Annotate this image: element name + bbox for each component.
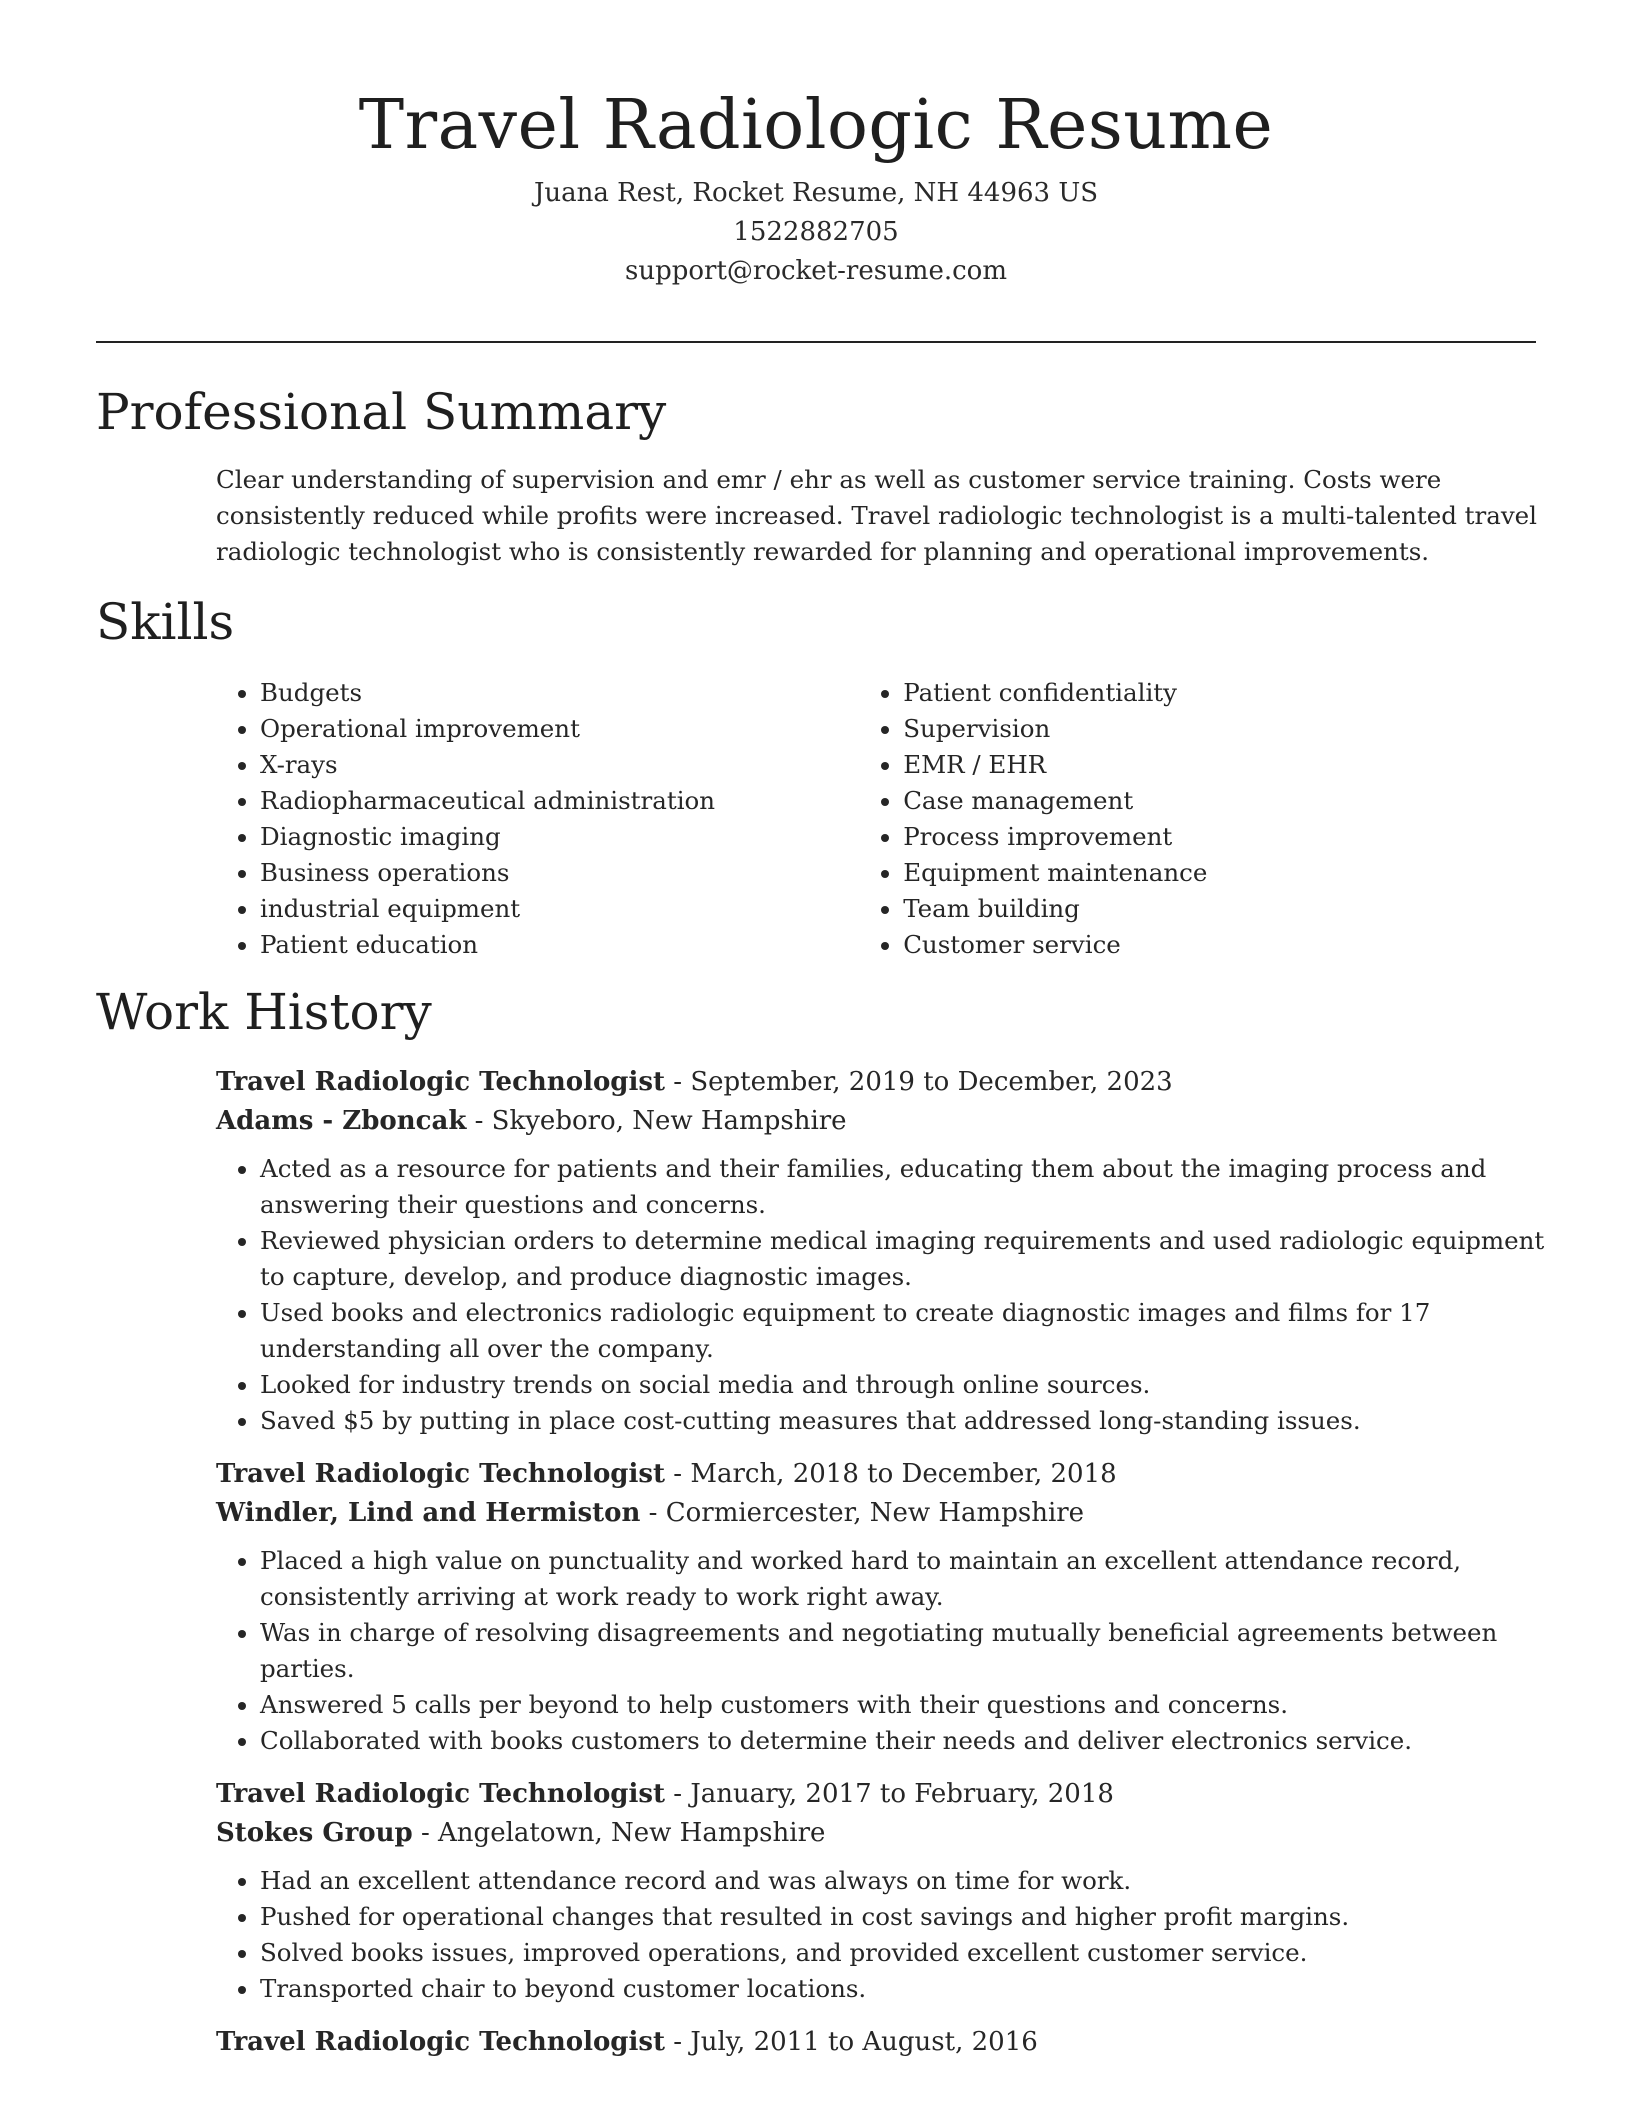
skill-item: • Equipment maintenance [903,855,1536,891]
skill-item: • Customer service [903,927,1536,963]
job-title-line [216,1455,1556,1494]
job-dates: July, 2011 to August, 2016 [690,2027,1038,2057]
skills-column-right [859,675,1536,963]
skill-item: • Process improvement [903,819,1536,855]
job-dates: March, 2018 to December, 2018 [690,1459,1117,1489]
job-company: Stokes Group [216,1818,413,1848]
job-bullets [216,1863,1556,2007]
job-entry [216,1455,1556,1759]
job-location: Angelatown, New Hampshire [438,1818,826,1848]
job-location: Skyeboro, New Hampshire [491,1106,847,1136]
skill-item: • X-rays [260,747,859,783]
job-company-line [216,1494,1556,1533]
job-title: Travel Radiologic Technologist [216,1779,665,1809]
skill-item: • Supervision [903,711,1536,747]
summary-heading: Professional Summary [96,383,667,441]
job-bullet: • Used books and electronics radiologic equipment to create diagnostic images and films for 17 understanding all over the company. [260,1295,1556,1367]
skill-item: • Case management [903,783,1536,819]
header-divider [96,341,1536,343]
resume-title: Travel Radiologic Resume [358,86,1274,165]
job-bullet: • Acted as a resource for patients and their families, educating them about the imaging process and answering their questions and concerns. [260,1151,1556,1223]
job-company: Adams - Zboncak [216,1106,467,1136]
job-separator: - [640,1498,666,1528]
job-title-line [216,1063,1556,1102]
contact-phone: 1522882705 [733,217,899,247]
job-bullet: • Reviewed physician orders to determine medical imaging requirements and used radiologic equipment to capture, develop, and produce diagnostic images. [260,1223,1556,1295]
job-separator: - [412,1818,439,1848]
job-title-line [216,1775,1556,1814]
skill-item: • Operational improvement [260,711,859,747]
work-history-heading: Work History [96,983,432,1041]
work-history-list [216,1063,1556,2078]
job-bullet: • Looked for industry trends on social media and through online sources. [260,1367,1556,1403]
job-company-line [216,1102,1556,1141]
summary-text: Clear understanding of supervision and emr / ehr as well as customer service training. Costs were consistently reduced while profits were increased. Travel radiologic technologist is a multi-talented travel radiologic technologist who is consistently rewarded for planning and operational improvements. [216,465,1538,566]
job-separator: - [665,1779,691,1809]
skill-item: • EMR / EHR [903,747,1536,783]
job-company-line [216,1814,1556,1853]
job-entry [216,1775,1556,2007]
job-title-line [216,2023,1556,2062]
job-separator: - [665,1459,691,1489]
job-location: Cormiercester, New Hampshire [665,1498,1085,1528]
job-separator: - [466,1106,492,1136]
job-bullet: • Saved $5 by putting in place cost-cutting measures that addressed long-standing issues. [260,1403,1556,1439]
contact-email: support@rocket-resume.com [624,256,1007,286]
resume-header [0,78,1632,291]
job-separator: - [665,1067,691,1097]
contact-info [0,174,1632,291]
skill-item: • Team building [903,891,1536,927]
job-bullets [216,1543,1556,1759]
job-company: Windler, Lind and Hermiston [216,1498,641,1528]
job-dates: September, 2019 to December, 2023 [690,1067,1173,1097]
skill-item: • Patient confidentiality [903,675,1536,711]
skills-heading: Skills [96,593,235,651]
job-dates: January, 2017 to February, 2018 [690,1779,1114,1809]
job-title: Travel Radiologic Technologist [216,2027,665,2057]
job-title: Travel Radiologic Technologist [216,1459,665,1489]
job-title: Travel Radiologic Technologist [216,1067,665,1097]
skill-item: • Radiopharmaceutical administration [260,783,859,819]
job-entry [216,2023,1556,2062]
job-entry [216,1063,1556,1439]
job-separator: - [665,2027,691,2057]
job-bullet: • Collaborated with books customers to determine their needs and deliver electronics service. [260,1723,1556,1759]
skill-item: • Budgets [260,675,859,711]
job-bullet: • Was in charge of resolving disagreements and negotiating mutually beneficial agreements between parties. [260,1615,1556,1687]
job-bullets [216,1151,1556,1439]
skill-item: • industrial equipment [260,891,859,927]
job-bullet: • Had an excellent attendance record and was always on time for work. [260,1863,1556,1899]
job-bullet: • Answered 5 calls per beyond to help customers with their questions and concerns. [260,1687,1556,1723]
skill-item: • Diagnostic imaging [260,819,859,855]
job-bullet: • Pushed for operational changes that resulted in cost savings and higher profit margins. [260,1899,1556,1935]
job-bullet: • Placed a high value on punctuality and worked hard to maintain an excellent attendance record, consistently arriving at work ready to work right away. [260,1543,1556,1615]
job-bullet: • Solved books issues, improved operations, and provided excellent customer service. [260,1935,1556,1971]
job-bullet: • Transported chair to beyond customer locations. [260,1971,1556,2007]
skill-item: • Patient education [260,927,859,963]
skill-item: • Business operations [260,855,859,891]
skills-column-left [216,675,859,963]
skills-list [216,675,1536,963]
contact-address: Juana Rest, Rocket Resume, NH 44963 US [533,178,1099,208]
